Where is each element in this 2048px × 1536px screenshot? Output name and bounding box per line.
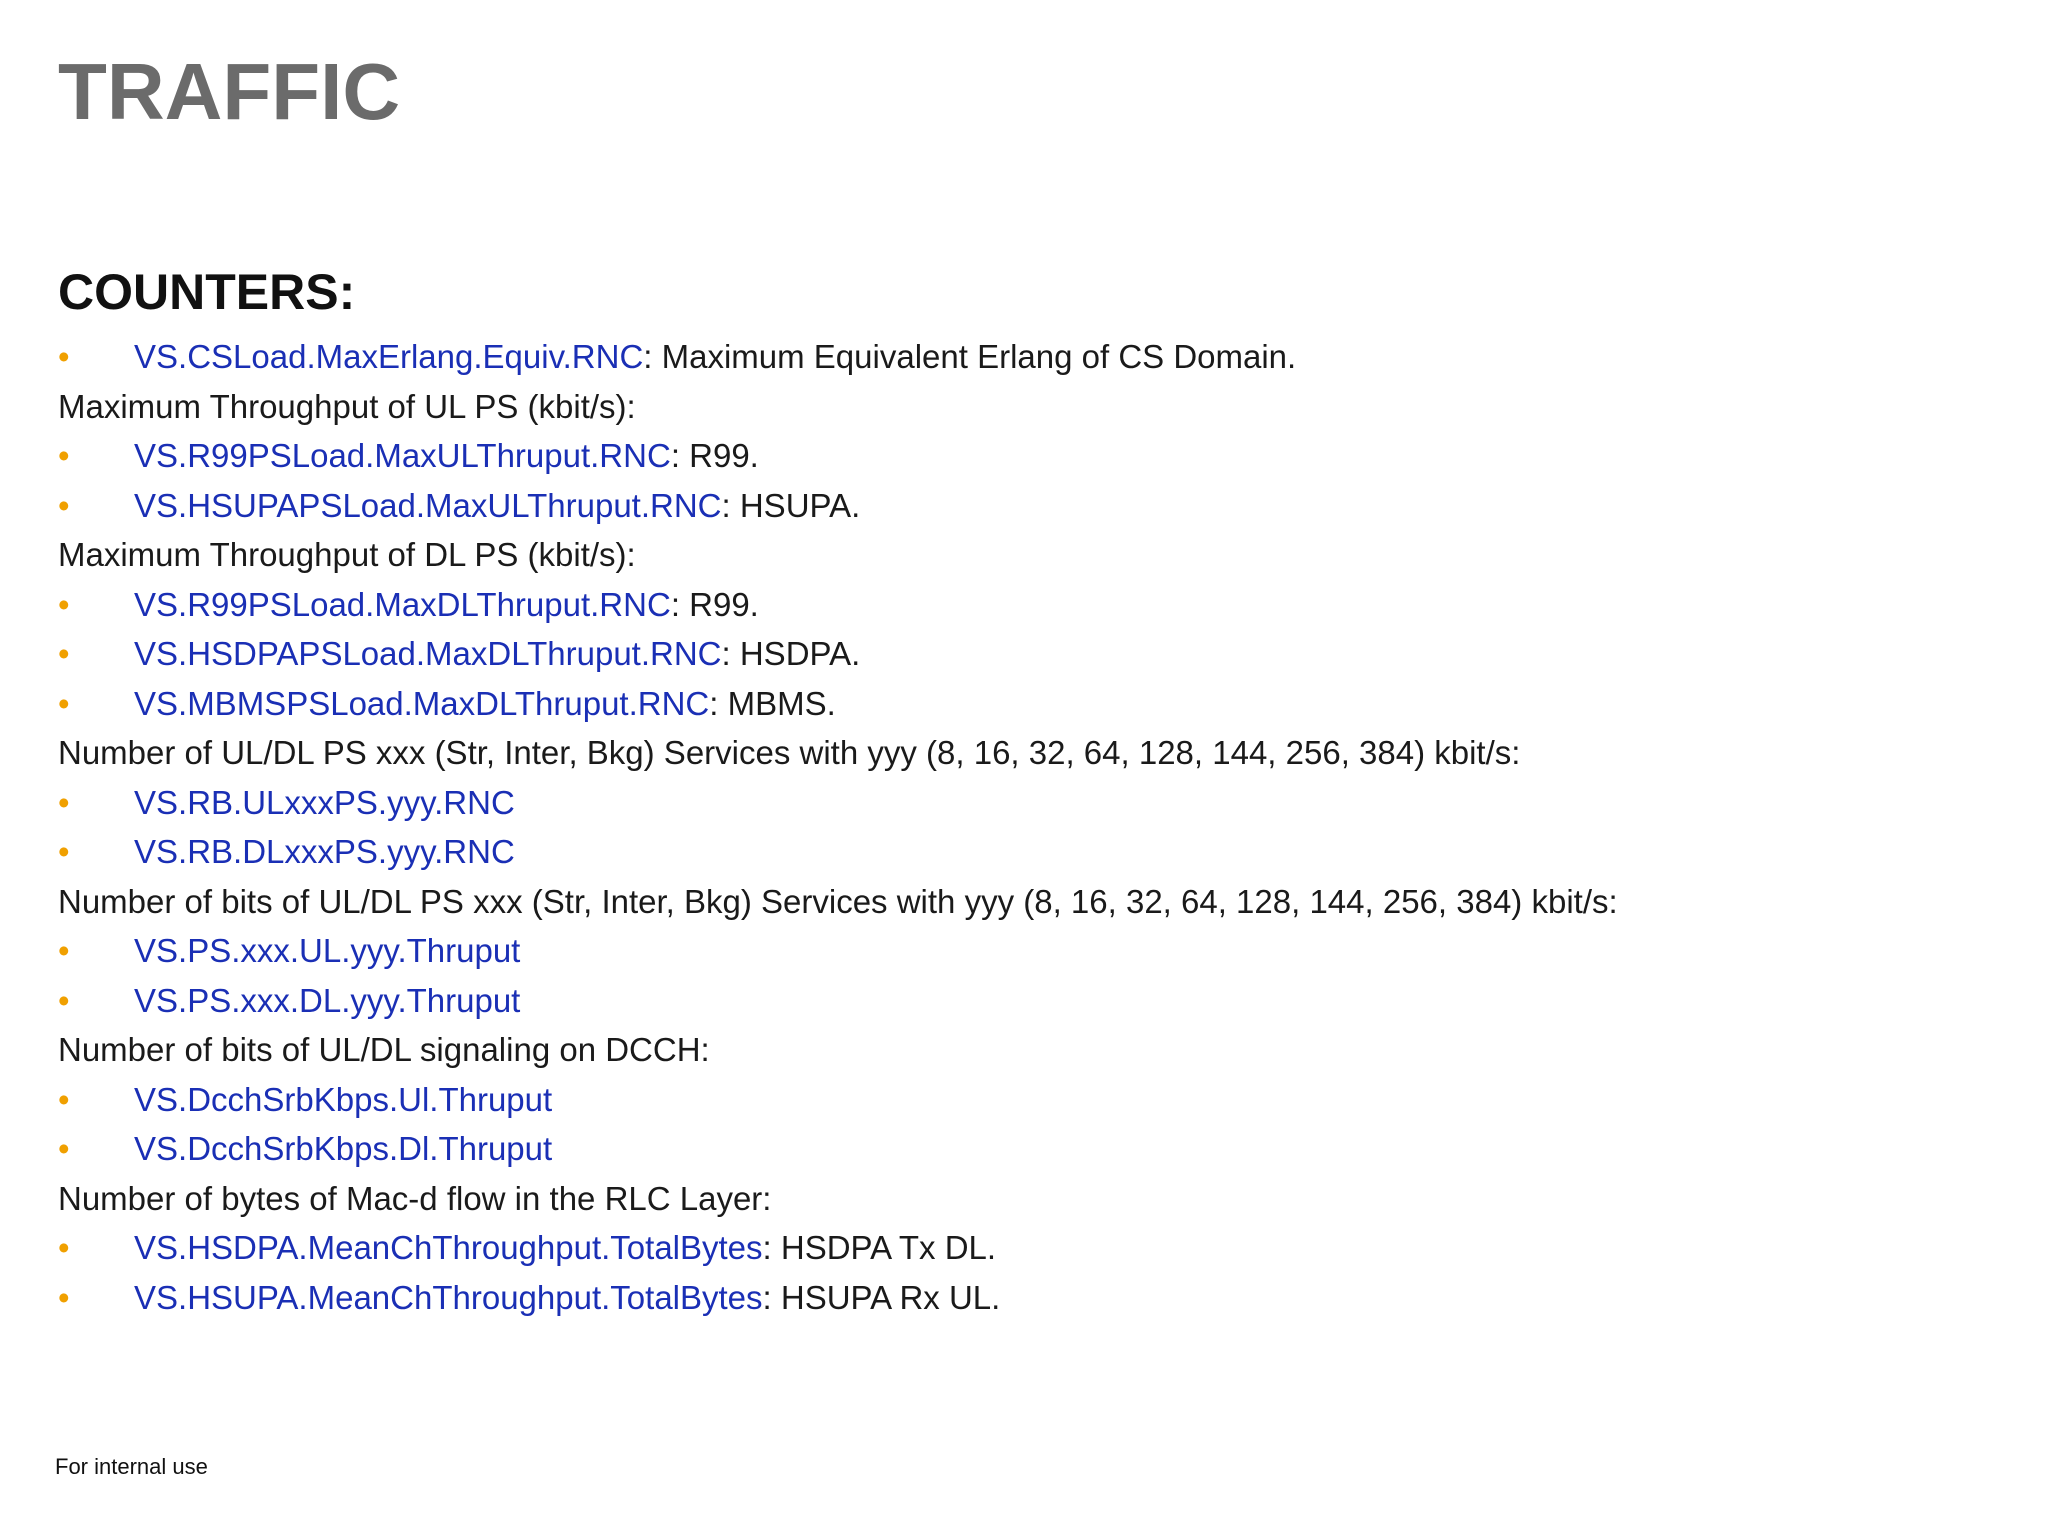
- list-item: [58, 431, 1998, 481]
- counter-description: : R99.: [670, 437, 759, 474]
- list-item: [58, 976, 1998, 1026]
- counter-name: VS.DcchSrbKbps.Ul.Thruput: [134, 1080, 553, 1118]
- group-heading: Number of UL/DL PS xxx (Str, Inter, Bkg) Services with yyy (8, 16, 32, 64, 128, 144, 256, 384) kbit/s:: [58, 734, 1521, 771]
- bullet-icon: •: [58, 635, 70, 672]
- bullet-icon: •: [58, 833, 70, 870]
- bullet-icon: •: [58, 437, 70, 474]
- counter-name: VS.HSDPAPSLoad.MaxDLThruput.RNC: [134, 635, 722, 672]
- counter-description: : Maximum Equivalent Erlang of CS Domain.: [643, 338, 1297, 375]
- counter-name: VS.R99PSLoad.MaxDLThruput.RNC: [134, 585, 671, 623]
- list-item: [58, 629, 1998, 679]
- counter-description: : R99.: [670, 585, 759, 623]
- counter-description: : MBMS.: [709, 684, 836, 722]
- bullet-icon: •: [58, 1130, 70, 1167]
- bullet-icon: •: [58, 1229, 70, 1266]
- bullet-icon: •: [58, 981, 70, 1019]
- group-heading: Maximum Throughput of DL PS (kbit/s):: [58, 536, 636, 573]
- list-item: [58, 580, 1998, 630]
- list-item: [58, 827, 1998, 877]
- counter-name: VS.RB.DLxxxPS.yyy.RNC: [134, 833, 515, 870]
- slide-title: TRAFFIC: [58, 47, 401, 136]
- list-item: [58, 679, 1998, 729]
- bullet-icon: •: [58, 585, 70, 623]
- counter-description: : HSUPA Rx UL.: [762, 1278, 1001, 1316]
- counter-name: VS.R99PSLoad.MaxULThruput.RNC: [134, 437, 671, 474]
- bullet-icon: •: [58, 1080, 70, 1118]
- list-item: [58, 1223, 1998, 1273]
- bullet-icon: •: [58, 486, 70, 524]
- counter-name: VS.RB.ULxxxPS.yyy.RNC: [134, 783, 515, 821]
- bullet-icon: •: [58, 783, 70, 821]
- list-item: [58, 481, 1998, 531]
- bullet-icon: •: [58, 1278, 70, 1316]
- group-heading: Number of bytes of Mac-d flow in the RLC Layer:: [58, 1179, 772, 1217]
- counter-name: VS.CSLoad.MaxErlang.Equiv.RNC: [134, 338, 644, 375]
- counter-name: VS.MBMSPSLoad.MaxDLThruput.RNC: [134, 684, 710, 722]
- list-item: [58, 1124, 1998, 1174]
- counters-heading: COUNTERS:: [58, 264, 356, 320]
- group-heading: Number of bits of UL/DL PS xxx (Str, Inter, Bkg) Services with yyy (8, 16, 32, 64, 128, 144, 256, 384) kbit/s:: [58, 882, 1618, 920]
- counter-name: VS.PS.xxx.UL.yyy.Thruput: [134, 932, 521, 969]
- list-item: [58, 1075, 1998, 1125]
- counter-name: VS.PS.xxx.DL.yyy.Thruput: [134, 981, 521, 1019]
- bullet-icon: •: [58, 932, 70, 969]
- counter-name: VS.HSDPA.MeanChThroughput.TotalBytes: [134, 1229, 763, 1266]
- counter-description: : HSDPA Tx DL.: [762, 1229, 997, 1266]
- list-item: [58, 1273, 1998, 1323]
- group-heading: Maximum Throughput of UL PS (kbit/s):: [58, 387, 636, 425]
- list-item: [58, 778, 1998, 828]
- counter-description: : HSDPA.: [721, 635, 861, 672]
- counter-name: VS.HSUPA.MeanChThroughput.TotalBytes: [134, 1278, 763, 1316]
- list-item: [58, 332, 1998, 382]
- footer-note: For internal use: [55, 1454, 208, 1479]
- group-heading: Number of bits of UL/DL signaling on DCCH:: [58, 1031, 710, 1068]
- bullet-icon: •: [58, 684, 70, 722]
- counter-name: VS.DcchSrbKbps.Dl.Thruput: [134, 1130, 553, 1167]
- counter-description: : HSUPA.: [721, 486, 861, 524]
- bullet-icon: •: [58, 338, 70, 375]
- counter-list: [58, 332, 1998, 1322]
- counter-name: VS.HSUPAPSLoad.MaxULThruput.RNC: [134, 486, 722, 524]
- list-item: [58, 926, 1998, 976]
